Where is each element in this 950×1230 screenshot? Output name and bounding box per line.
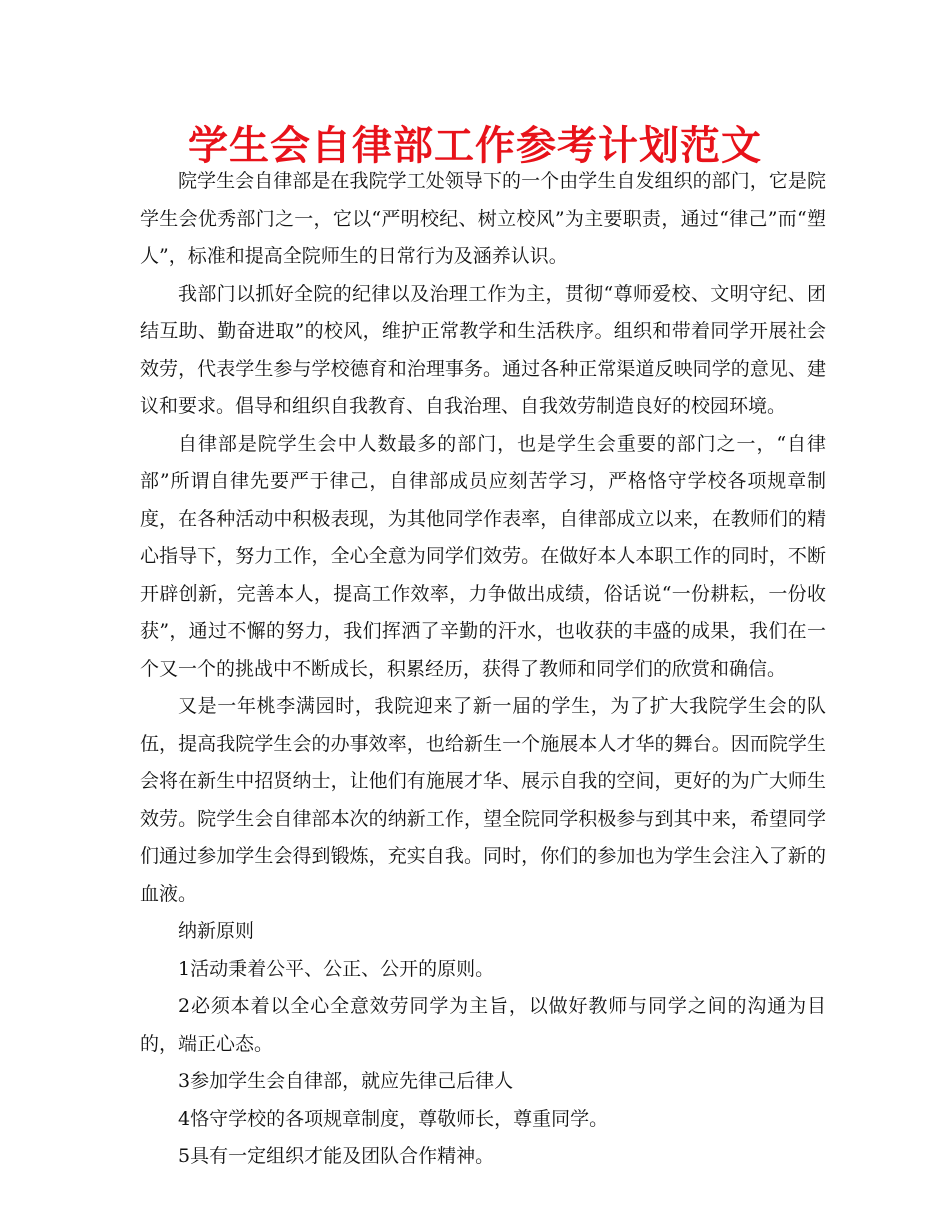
paragraph-achievements: 自律部是院学生会中人数最多的部门，也是学生会重要的部门之一，“自律部”所谓自律先要严于律己，自律部成员应刻苦学习，严格恪守学校各项规章制度，在各种活动中积极表现，为其他同学作表率，自律部成立以来，在教师们的精心指导下，努力工作，全心全意为同学们效劳。在做好本人本职工作的同时，不断开辟创新，完善本人，提高工作效率，力争做出成绩，俗话说“一份耕耘，一份收获”，通过不懈的努力，我们挥洒了辛勤的汗水，也收获的丰盛的成果，我们在一个又一个的挑战中不断成长，积累经历，获得了教师和同学们的欣赏和确信。 [140,432,826,680]
paragraph-mission: 我部门以抓好全院的纪律以及治理工作为主，贯彻“尊师爱校、文明守纪、团结互助、勤奋进取”的校风，维护正常教学和生活秩序。组织和带着同学开展社会效劳，代表学生参与学校德育和治理事务。通过各种正常渠道反映同学的意见、建议和要求。倡导和组织自我教育、自我治理、自我效劳制造良好的校园环境。 [140,282,826,417]
document-title: 学生会自律部工作参考计划范文 [188,123,762,169]
paragraph-recruitment: 又是一年桃李满园时，我院迎来了新一届的学生，为了扩大我院学生会的队伍，提高我院学生会的办事效率，也给新生一个施展本人才华的舞台。因而院学生会将在新生中招贤纳士，让他们有施展才华、展示自我的空间，更好的为广大师生效劳。院学生会自律部本次的纳新工作，望全院同学积极参与到其中来，希望同学们通过参加学生会得到锻炼，充实自我。同时，你们的参加也为学生会注入了新的血液。 [140,695,826,905]
principle-item-3: 3参加学生会自律部，就应先律己后律人 [178,1070,514,1092]
document-body [140,163,826,1176]
principle-item-5: 5具有一定组织才能及团队合作精神。 [178,1145,495,1167]
section-heading-principles: 纳新原则 [178,920,255,942]
principle-item-1: 1活动秉着公平、公正、公开的原则。 [178,957,495,980]
principle-item-4: 4恪守学校的各项规章制度，尊敬师长，尊重同学。 [178,1107,609,1130]
paragraph-intro: 院学生会自律部是在我院学工处领导下的一个由学生自发组织的部门，它是院学生会优秀部门之一，它以“严明校纪、树立校风”为主要职责，通过“律己”而“塑人”，标准和提高全院师生的日常行为及涵养认识。 [140,170,826,267]
principle-item-2: 2必须本着以全心全意效劳同学为主旨，以做好教师与同学之间的沟通为目的，端正心态。 [140,995,826,1055]
